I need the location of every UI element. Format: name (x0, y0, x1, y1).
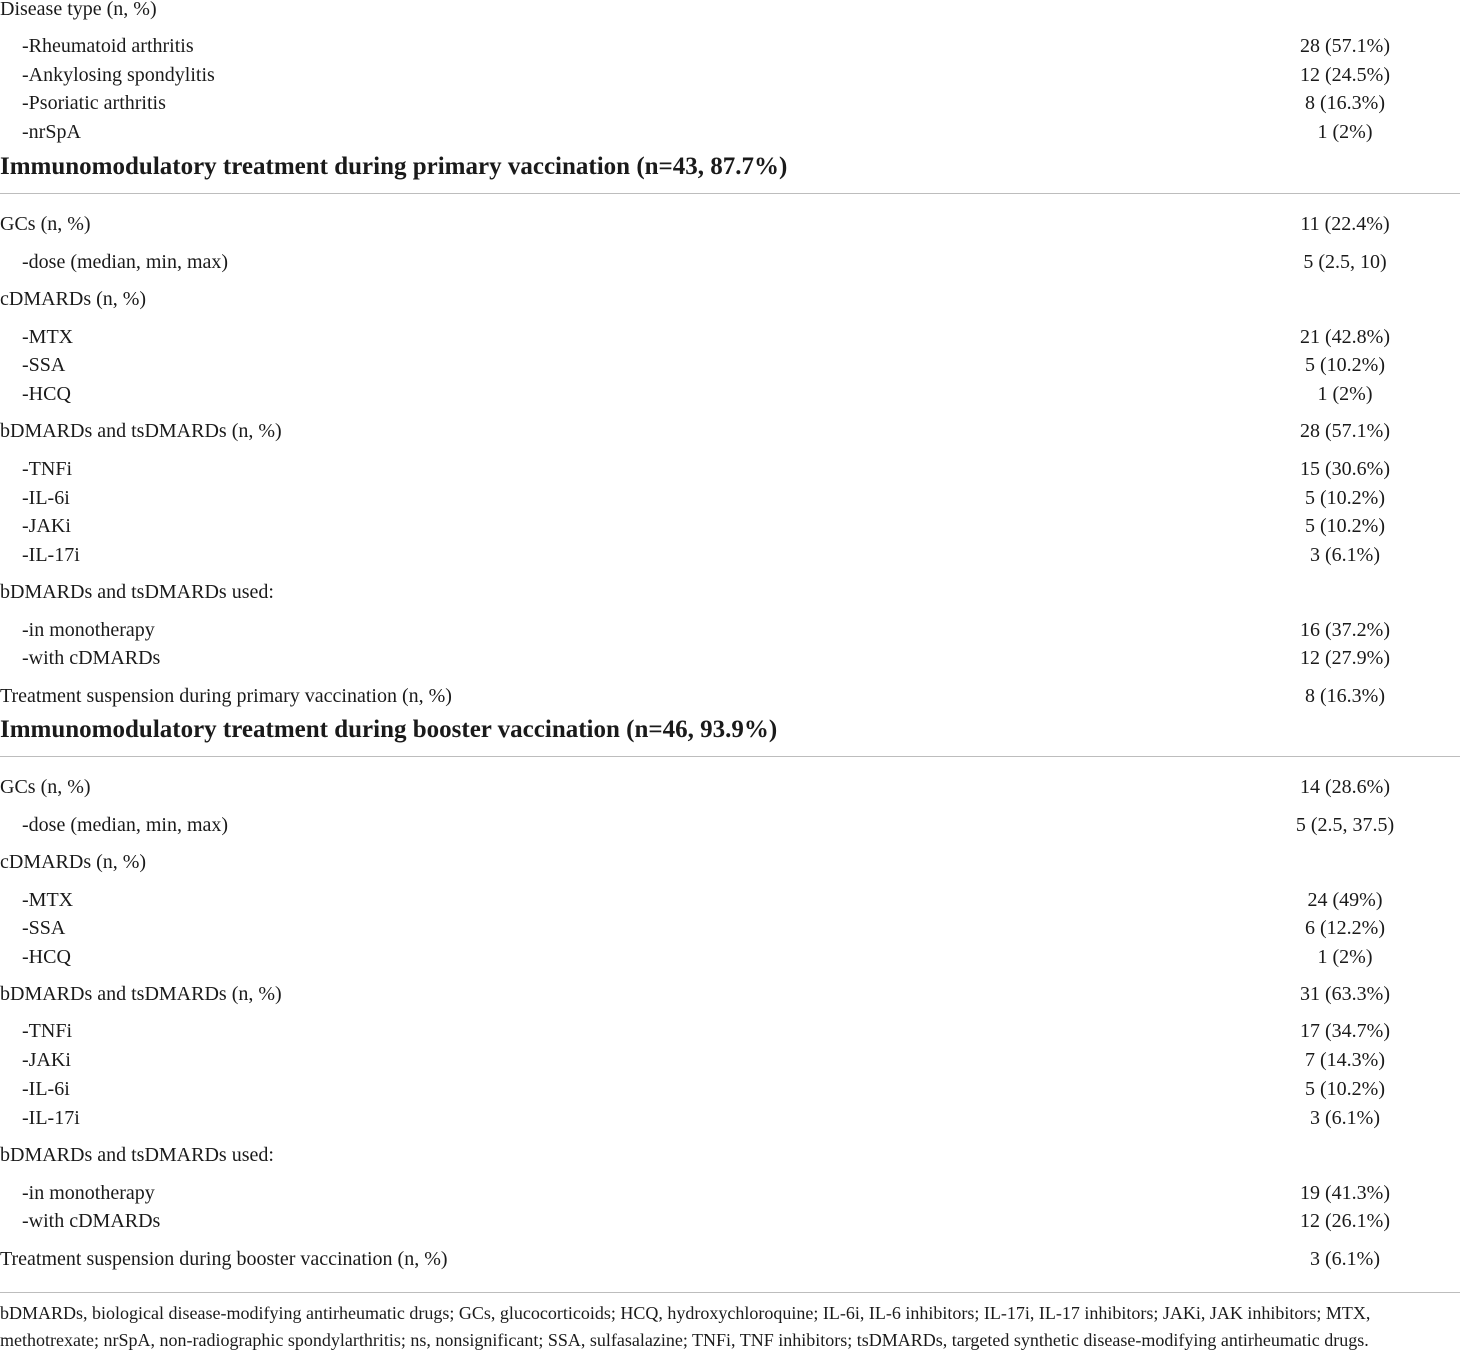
row-label: Treatment suspension during booster vaccination (n, %) (0, 1248, 448, 1270)
row-value: 12 (27.9%) (1300, 647, 1390, 669)
row-label: -IL-6i (22, 487, 70, 509)
row-value: 12 (26.1%) (1300, 1210, 1390, 1232)
table-row (0, 1141, 1460, 1169)
row-label: -TNFi (22, 1020, 72, 1042)
row-value: 28 (57.1%) (1300, 35, 1390, 57)
row-label: bDMARDs and tsDMARDs (n, %) (0, 983, 282, 1005)
row-label: -in monotherapy (22, 1182, 155, 1204)
row-label: -with cDMARDs (22, 647, 161, 669)
row-label: -in monotherapy (22, 619, 155, 641)
table-row (0, 1245, 1460, 1273)
row-label: -Psoriatic arthritis (22, 92, 166, 114)
row-value: 15 (30.6%) (1300, 458, 1390, 480)
row-value: 14 (28.6%) (1300, 776, 1390, 798)
row-value: 21 (42.8%) (1300, 326, 1390, 348)
row-label: -HCQ (22, 383, 71, 405)
row-label: cDMARDs (n, %) (0, 288, 147, 310)
row-label: GCs (n, %) (0, 776, 91, 798)
row-label: -Ankylosing spondylitis (22, 64, 215, 86)
table-row (0, 1179, 1460, 1207)
row-value: 5 (2.5, 10) (1303, 251, 1387, 273)
table-row (0, 210, 1460, 238)
row-label: -IL-17i (22, 1107, 80, 1129)
table-row (0, 323, 1460, 351)
table-row (0, 32, 1460, 60)
table-row (0, 512, 1460, 540)
table-row (0, 61, 1460, 89)
row-value: 11 (22.4%) (1300, 213, 1390, 235)
row-label: GCs (n, %) (0, 213, 91, 235)
row-label: -HCQ (22, 946, 71, 968)
table-row (0, 682, 1460, 710)
table-row (0, 248, 1460, 276)
row-value: 3 (6.1%) (1310, 1248, 1380, 1270)
table-row (0, 644, 1460, 672)
section-divider (0, 756, 1460, 757)
table-row (0, 285, 1460, 313)
row-value: 12 (24.5%) (1300, 64, 1390, 86)
table-row (0, 914, 1460, 942)
section-heading-primary: Immunomodulatory treatment during primary vaccination (n=43, 87.7%) (0, 153, 788, 180)
table-row (0, 578, 1460, 606)
row-label: -SSA (22, 354, 66, 376)
row-value: 1 (2%) (1317, 946, 1373, 968)
table-row (0, 380, 1460, 408)
row-value: 7 (14.3%) (1305, 1049, 1385, 1071)
row-label: -IL-17i (22, 544, 80, 566)
table-row (0, 0, 1460, 23)
row-value: 24 (49%) (1307, 889, 1383, 911)
row-value: 28 (57.1%) (1300, 420, 1390, 442)
row-value: 1 (2%) (1317, 121, 1373, 143)
row-label: bDMARDs and tsDMARDs used: (0, 581, 274, 603)
row-value: 5 (10.2%) (1305, 1078, 1385, 1100)
row-value: 5 (10.2%) (1305, 487, 1385, 509)
table-row (0, 1017, 1460, 1045)
row-value: 5 (10.2%) (1305, 354, 1385, 376)
row-label: -TNFi (22, 458, 72, 480)
section-heading-booster: Immunomodulatory treatment during booster vaccination (n=46, 93.9%) (0, 716, 778, 743)
row-label: -dose (median, min, max) (22, 251, 229, 273)
row-label: -IL-6i (22, 1078, 70, 1100)
row-label: bDMARDs and tsDMARDs (n, %) (0, 420, 282, 442)
row-value: 19 (41.3%) (1300, 1182, 1390, 1204)
row-label: bDMARDs and tsDMARDs used: (0, 1144, 274, 1166)
row-value: 8 (16.3%) (1305, 685, 1385, 707)
table-row (0, 616, 1460, 644)
table-row (0, 118, 1460, 146)
table-row (0, 351, 1460, 379)
section-divider (0, 193, 1460, 194)
row-label: Treatment suspension during primary vaccination (n, %) (0, 685, 452, 707)
row-label: -nrSpA (22, 121, 81, 143)
table-row (0, 811, 1460, 839)
table-row (0, 848, 1460, 876)
row-label: cDMARDs (n, %) (0, 851, 147, 873)
table-row (0, 417, 1460, 445)
row-value: 1 (2%) (1317, 383, 1373, 405)
table-row (0, 1207, 1460, 1235)
row-label: -Rheumatoid arthritis (22, 35, 194, 57)
row-value: 3 (6.1%) (1310, 544, 1380, 566)
table-row (0, 455, 1460, 483)
row-label: -dose (median, min, max) (22, 814, 229, 836)
table-row (0, 1046, 1460, 1074)
row-label: -MTX (22, 889, 74, 911)
table-row (0, 980, 1460, 1008)
table-bottom-divider (0, 1292, 1460, 1293)
table-row (0, 541, 1460, 569)
table-footnote: bDMARDs, biological disease-modifying antirheumatic drugs; GCs, glucocorticoids; HCQ, hydroxychloroquine; IL-6i, IL-6 inhibitors; IL-17i, IL-17 inhibitors; JAKi, JAK inhibitors; MTX, methotrexate; nrSpA, non-radiographic spondylarthritis; ns, nonsignificant; SSA, sulfasalazine; TNFi, TNF inhibitors; tsDMARDs, targeted synthetic disease-modifying antirheumatic drugs. (0, 1303, 1371, 1350)
table-row (0, 1104, 1460, 1132)
table-row (0, 773, 1460, 801)
row-value: 31 (63.3%) (1300, 983, 1390, 1005)
row-value: 17 (34.7%) (1300, 1020, 1390, 1042)
row-value: 5 (10.2%) (1305, 515, 1385, 537)
row-value: 3 (6.1%) (1310, 1107, 1380, 1129)
table-row (0, 943, 1460, 971)
row-label: -SSA (22, 917, 66, 939)
table-row (0, 484, 1460, 512)
row-label: -JAKi (22, 1049, 71, 1071)
row-label: -JAKi (22, 515, 71, 537)
row-label: -with cDMARDs (22, 1210, 161, 1232)
table-row (0, 1075, 1460, 1103)
table-row (0, 886, 1460, 914)
row-value: 5 (2.5, 37.5) (1295, 814, 1395, 836)
table-row (0, 89, 1460, 117)
row-label: Disease type (n, %) (0, 0, 157, 20)
row-label: -MTX (22, 326, 74, 348)
row-value: 16 (37.2%) (1300, 619, 1390, 641)
row-value: 8 (16.3%) (1305, 92, 1385, 114)
row-value: 6 (12.2%) (1305, 917, 1385, 939)
